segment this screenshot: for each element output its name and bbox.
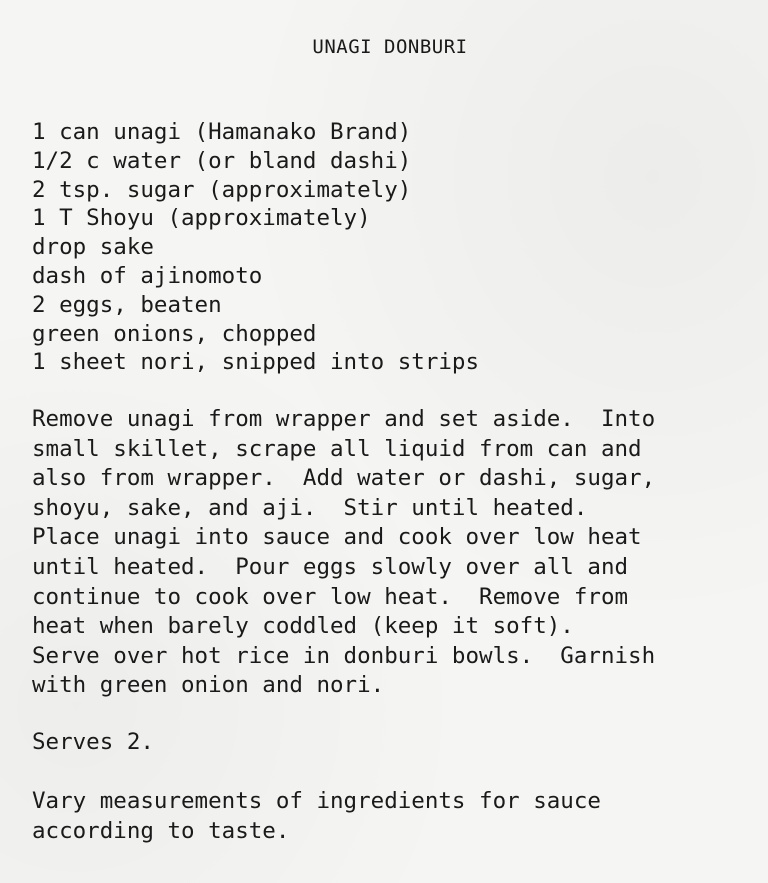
instruction-line: Serve over hot rice in donburi bowls. Garnish: [32, 642, 656, 669]
ingredient-item: 1 can unagi (Hamanako Brand): [32, 119, 412, 145]
instruction-line: also from wrapper. Add water or dashi, sugar,: [32, 465, 656, 492]
instruction-line: until heated. Pour eggs slowly over all and: [32, 553, 629, 580]
note-line: according to taste.: [32, 817, 290, 844]
instruction-line: small skillet, scrape all liquid from can and: [32, 435, 642, 462]
instruction-line: continue to cook over low heat. Remove from: [32, 583, 629, 610]
instruction-line: Place unagi into sauce and cook over low heat: [32, 524, 642, 551]
instruction-line: Remove unagi from wrapper and set aside. Into: [32, 406, 656, 432]
ingredient-item: 1 sheet nori, snipped into strips: [32, 349, 480, 376]
ingredient-list: [32, 118, 479, 377]
note-line: Vary measurements of ingredients for sauce: [32, 788, 601, 814]
ingredient-item: 1 T Shoyu (approximately): [32, 205, 371, 232]
taste-note: [32, 787, 752, 846]
instruction-line: heat when barely coddled (keep it soft).: [32, 613, 574, 640]
ingredient-item: green onions, chopped: [32, 320, 317, 347]
ingredient-item: 1/2 c water (or bland dashi): [32, 147, 412, 174]
instructions-paragraph: [32, 405, 752, 701]
ingredient-item: drop sake: [32, 234, 154, 261]
instruction-line: shoyu, sake, and aji. Stir until heated.: [32, 494, 588, 521]
ingredient-item: dash of ajinomoto: [32, 262, 263, 289]
instruction-line: with green onion and nori.: [32, 672, 385, 699]
ingredient-item: 2 eggs, beaten: [32, 291, 222, 318]
ingredient-item: 2 tsp. sugar (approximately): [32, 176, 412, 203]
servings-line: Serves 2.: [32, 729, 154, 755]
servings-text: [32, 728, 752, 758]
recipe-title: UNAGI DONBURI: [312, 36, 468, 58]
